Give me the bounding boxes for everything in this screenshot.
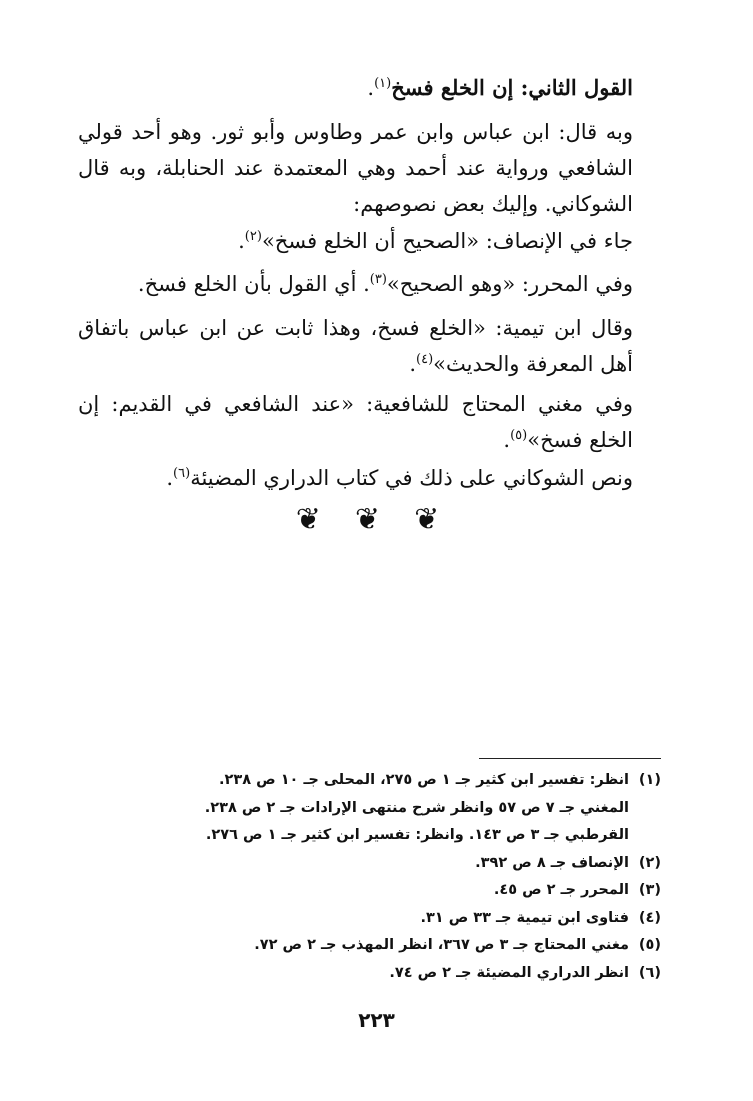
footnote-text: انظر: تفسير ابن كثير جـ ١ ص ٢٧٥، المحلى جـ ١٠ ص ٢٣٨. bbox=[219, 772, 629, 788]
footnote-text: الإنصاف جـ ٨ ص ٣٩٢. bbox=[475, 854, 629, 871]
footnote-number: (٦) bbox=[638, 964, 661, 981]
footnote-text: القرطبي جـ ٣ ص ١٤٣. وانظر: تفسير ابن كثير جـ ١ ص ٢٧٦. bbox=[205, 827, 629, 843]
paragraph-supporters bbox=[78, 114, 633, 222]
footnotes bbox=[61, 767, 661, 987]
footnote-ref[interactable]: (٦) bbox=[173, 466, 191, 481]
footnote-item bbox=[61, 822, 661, 850]
footnote-text: المحرر جـ ٢ ص ٤٥. bbox=[493, 882, 629, 898]
paragraph-text: ونص الشوكاني على ذلك في كتاب الدراري المضيئة bbox=[190, 466, 633, 490]
footnote-item bbox=[61, 767, 661, 795]
footnote-item bbox=[61, 960, 661, 988]
paragraph-text-end: . أي القول بأن الخلع فسخ. bbox=[137, 272, 370, 296]
footnote-item bbox=[61, 905, 661, 933]
footnote-divider bbox=[479, 758, 661, 759]
fleuron-icon: ❦ bbox=[414, 502, 458, 537]
punctuation: . bbox=[367, 76, 375, 100]
paragraph-shawkani bbox=[78, 460, 633, 496]
footnote-item bbox=[61, 932, 661, 960]
footnote-number: (٢) bbox=[638, 854, 661, 871]
footnote-number: (١) bbox=[638, 772, 661, 788]
punctuation: . bbox=[166, 466, 174, 490]
heading-text: القول الثاني: إن الخلع فسخ bbox=[391, 75, 633, 100]
footnote-ref[interactable]: (٥) bbox=[510, 428, 528, 443]
footnote-ref[interactable]: (٤) bbox=[416, 352, 434, 367]
footnote-number: (٣) bbox=[638, 882, 661, 898]
paragraph-text: وقال ابن تيمية: «الخلع فسخ، وهذا ثابت عن ابن عباس باتفاق أهل المعرفة والحديث» bbox=[78, 316, 633, 376]
footnote-text: مغني المحتاج جـ ٣ ص ٣٦٧، انظر المهذب جـ ٢ ص ٧٢. bbox=[254, 937, 629, 953]
paragraph-second-opinion-heading bbox=[78, 70, 633, 106]
paragraph-mughni-quote bbox=[78, 386, 633, 458]
paragraph-muharrar-quote bbox=[78, 266, 633, 302]
page-number: ٢٢٣ bbox=[358, 1008, 395, 1032]
footnote-text: المغني جـ ٧ ص ٥٧ وانظر شرح منتهى الإرادات جـ ٢ ص ٢٣٨. bbox=[204, 799, 629, 816]
footnote-number: (٥) bbox=[638, 937, 661, 953]
fleuron-icon: ❦ bbox=[354, 502, 399, 537]
punctuation: . bbox=[503, 428, 511, 452]
footnote-text: انظر الدراري المضيئة جـ ٢ ص ٧٤. bbox=[389, 964, 629, 981]
footnote-ref[interactable]: (١) bbox=[374, 76, 392, 91]
paragraph-text: جاء في الإنصاف: «الصحيح أن الخلع فسخ» bbox=[261, 229, 633, 253]
punctuation: . bbox=[409, 352, 417, 376]
footnote-item bbox=[61, 795, 661, 823]
fleuron-icon: ❦ bbox=[295, 502, 339, 537]
paragraph-text: وفي المحرر: «وهو الصحيح» bbox=[386, 272, 633, 296]
footnote-number: (٤) bbox=[638, 909, 661, 926]
paragraph-text: وبه قال: ابن عباس وابن عمر وطاوس وأبو ثور. وهو أحد قولي الشافعي ورواية عند أحمد وهي المعتمدة عند الحنابلة، وبه قال الشوكاني. وإليك بعض نصوصهم: bbox=[78, 120, 633, 216]
paragraph-insaf-quote bbox=[78, 223, 633, 259]
footnote-ref[interactable]: (٢) bbox=[244, 229, 262, 244]
paragraph-ibn-taymiyyah-quote bbox=[78, 310, 633, 382]
footnote-ref[interactable]: (٣) bbox=[369, 272, 387, 287]
paragraph-text: وفي مغني المحتاج للشافعية: «عند الشافعي في القديم: إن الخلع فسخ» bbox=[78, 392, 633, 452]
section-ornament bbox=[0, 502, 753, 537]
footnote-text: فتاوى ابن تيمية جـ ٣٣ ص ٣١. bbox=[420, 909, 629, 926]
footnote-item bbox=[61, 850, 661, 878]
footnote-item bbox=[61, 877, 661, 905]
punctuation: . bbox=[238, 229, 245, 253]
